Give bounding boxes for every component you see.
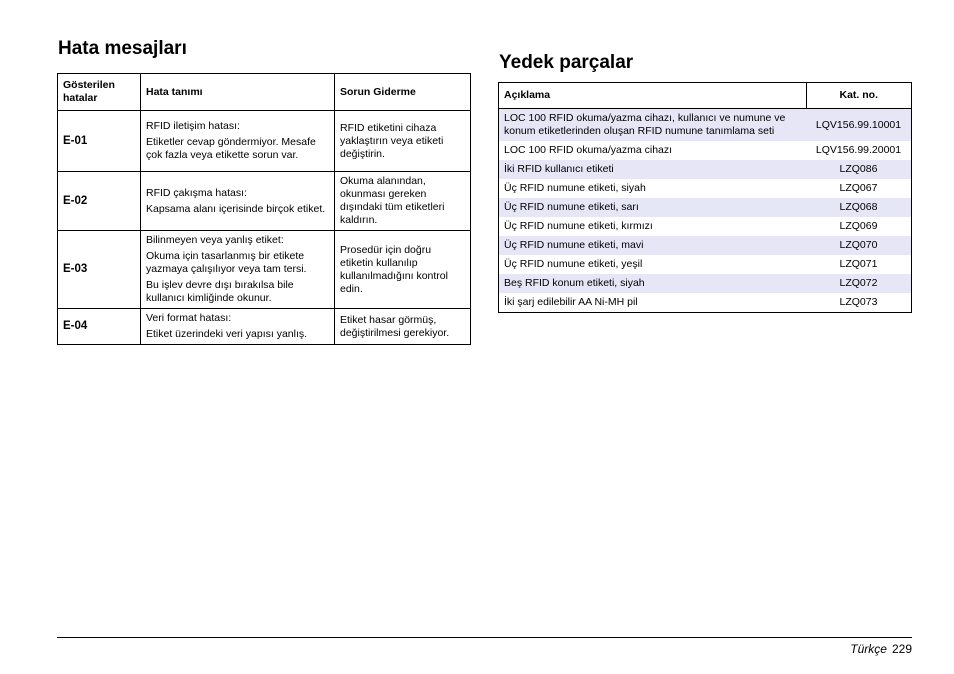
- error-fix: RFID etiketini cihaza yaklaştırın veya etiketi değiştirin.: [335, 111, 471, 172]
- table-row: [499, 255, 912, 274]
- section-title-spare-parts: Yedek parçalar: [499, 52, 634, 73]
- part-description: Üç RFID numune etiketi, kırmızı: [504, 220, 653, 232]
- part-catalog-number: LZQ067: [839, 182, 878, 194]
- error-title: Veri format hatası:: [146, 312, 232, 324]
- error-code: E-02: [58, 172, 141, 231]
- error-messages-table: [57, 73, 471, 345]
- part-description: Üç RFID numune etiketi, yeşil: [504, 258, 643, 270]
- column-header-codes: Gösterilen hatalar: [58, 74, 141, 111]
- table-row: [499, 217, 912, 236]
- error-detail: Etiketler cevap göndermiyor. Mesafe çok fazla veya etikette sorun var.: [146, 136, 316, 161]
- table-row: [58, 309, 471, 345]
- error-fix: Etiket hasar görmüş, değiştirilmesi gerekiyor.: [335, 309, 471, 345]
- part-catalog-number: LZQ069: [839, 220, 878, 232]
- part-catalog-number: LZQ068: [806, 198, 912, 217]
- error-code: E-04: [58, 309, 141, 345]
- error-detail: Etiket üzerindeki veri yapısı yanlış.: [146, 328, 308, 340]
- error-code: E-01: [58, 111, 141, 172]
- page-footer: [850, 642, 912, 656]
- table-row: [499, 109, 912, 142]
- part-description: Üç RFID numune etiketi, siyah: [504, 182, 646, 194]
- table-row: [58, 172, 471, 231]
- footer-divider: [57, 637, 912, 638]
- table-row: [499, 236, 912, 255]
- table-header-row: [499, 83, 912, 109]
- table-row: [499, 293, 912, 313]
- part-description: LOC 100 RFID okuma/yazma cihazı: [504, 144, 673, 156]
- table-row: [58, 231, 471, 309]
- error-detail: Okuma için tasarlanmış bir etikete yazmaya çalışılıyor veya tam tersi.: [146, 250, 307, 275]
- part-catalog-number: LQV156.99.20001: [815, 144, 902, 156]
- table-row: [58, 111, 471, 172]
- footer-language: Türkçe: [850, 642, 887, 656]
- table-row: [499, 179, 912, 198]
- column-header-description: Hata tanımı: [141, 74, 335, 111]
- error-title: Bilinmeyen veya yanlış etiket:: [146, 234, 284, 246]
- table-header-row: [58, 74, 471, 111]
- part-description: İki şarj edilebilir AA Ni-MH pil: [504, 296, 638, 308]
- table-row: [499, 198, 912, 217]
- part-catalog-number: LZQ073: [839, 296, 878, 308]
- error-code: E-03: [58, 231, 141, 309]
- error-title: RFID çakışma hatası:: [146, 186, 247, 199]
- part-description: Üç RFID numune etiketi, mavi: [499, 236, 807, 255]
- part-description: İki RFID kullanıcı etiketi: [499, 160, 807, 179]
- error-description: [141, 172, 335, 231]
- error-description: [141, 309, 335, 345]
- error-description: [141, 111, 335, 172]
- column-header-catalog-number: Kat. no.: [806, 83, 912, 109]
- column-header-description: Açıklama: [499, 83, 807, 109]
- page-number: 229: [891, 642, 912, 656]
- section-title-error-messages: Hata mesajları: [58, 38, 187, 59]
- spare-parts-table: [498, 82, 912, 313]
- table-row: [499, 141, 912, 160]
- part-catalog-number: LZQ072: [806, 274, 912, 293]
- part-description: Beş RFID konum etiketi, siyah: [499, 274, 807, 293]
- error-fix: Prosedür için doğru etiketin kullanılıp kullanılmadığını kontrol edin.: [335, 231, 471, 309]
- part-catalog-number: LZQ070: [806, 236, 912, 255]
- part-description: LOC 100 RFID okuma/yazma cihazı, kullanıcı ve numune ve konum etiketlerinden oluşan RFID numune tanımlama seti: [499, 109, 807, 142]
- part-catalog-number: LQV156.99.10001: [806, 109, 912, 142]
- error-fix: Okuma alanından, okunması gereken dışındaki tüm etiketleri kaldırın.: [335, 172, 471, 231]
- error-detail: Bu işlev devre dışı bırakılsa bile kullanıcı kimliğinde okunur.: [146, 279, 294, 304]
- error-title: RFID iletişim hatası:: [146, 120, 240, 132]
- error-description: [141, 231, 335, 309]
- part-catalog-number: LZQ086: [806, 160, 912, 179]
- table-row: [499, 274, 912, 293]
- error-detail: Kapsama alanı içerisinde birçok etiket.: [146, 202, 326, 215]
- table-row: [499, 160, 912, 179]
- part-description: Üç RFID numune etiketi, sarı: [499, 198, 807, 217]
- column-header-troubleshooting: Sorun Giderme: [335, 74, 471, 111]
- part-catalog-number: LZQ071: [839, 258, 878, 270]
